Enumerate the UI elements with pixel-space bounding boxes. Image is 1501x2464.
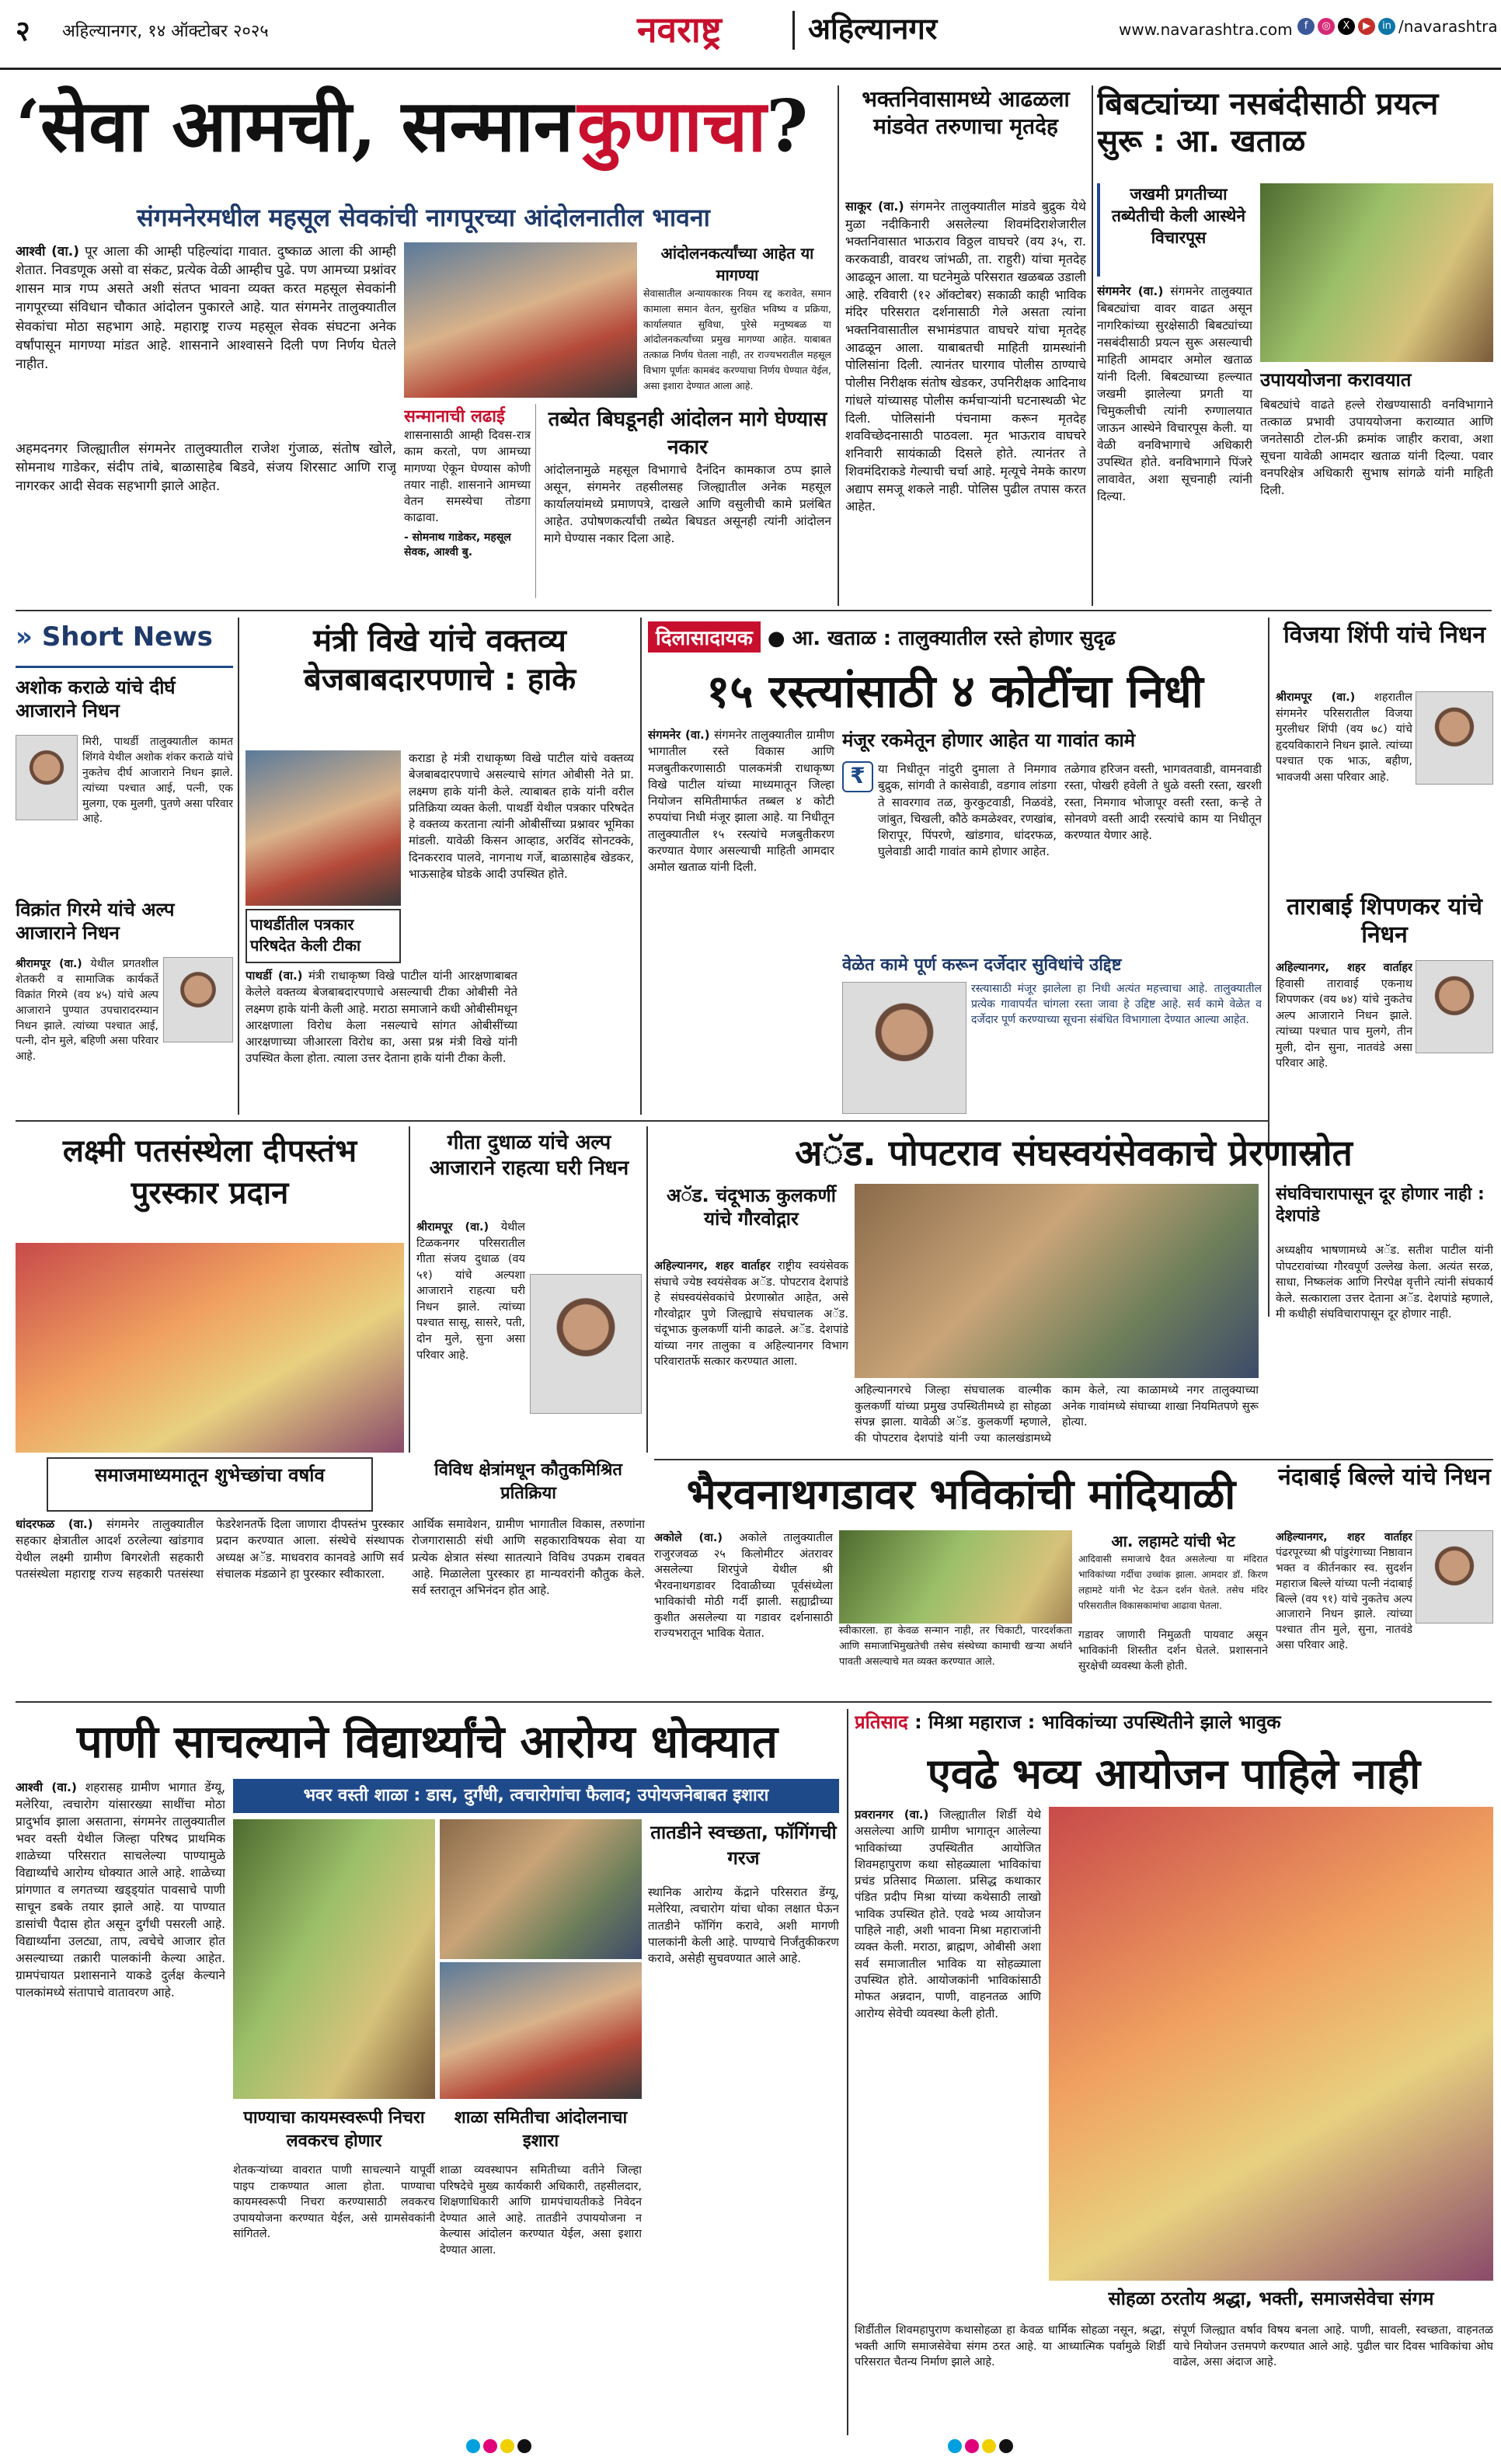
popatrao-text: राष्ट्रीय स्वयंसेवक संघाचे ज्येष्ठ स्वयंसेवक अॅड. पोपटराव देशपांडे हे संघस्वयंसेवकांचे प्रेरणास्रोत आहेत, असे गौरवोद्गार पुणे जिल्ह्याचे संघचालक अॅड. चंदूभाऊ कुलकर्णी यांनी काढले. अॅड. देशपांडे यांच्या नगर तालुका व अहिल्यानगर विभाग परिवारातर्फे सत्कार करण्यात आला. bbox=[654, 1260, 848, 1369]
column-rule bbox=[409, 1126, 410, 1453]
gita-photo bbox=[530, 1274, 642, 1414]
x-icon[interactable]: X bbox=[1338, 18, 1355, 35]
water-body-3: स्थानिक आरोग्य केंद्राने परिसरात डेंग्यू, मलेरिया, त्वचारोग यांचा धोका लक्षात घेऊन तातडीने फॉगिंग करावे, अशी मागणी पालकांनी केली आहे. पाण्याचे निर्जंतुकीकरण करावे, असेही सुचवण्यात आले आहे. bbox=[648, 1885, 839, 1966]
column-rule bbox=[238, 618, 239, 1115]
short-news-item-1-body: मिरी, पाथर्डी तालुक्यातील कामत शिंगवे येथील अशोक शंकर कराळे यांचे नुकतेच दीर्घ आजाराने निधन झाले. त्यांच्या पश्चात आई, पत्नी, एक मुलगा, एक मुलगी, पुतणे असा परिवार आहे. bbox=[82, 736, 233, 826]
registration-mark-cyan-2 bbox=[948, 2439, 962, 2453]
vikhe-body-2: कराडा हे मंत्री राधाकृष्ण विखे पाटील यांचे वक्तव्य बेजबाबदारपणाचे असल्याचे सांगत ओबीसी नेते प्रा. लक्ष्मण हाके यांनी केले. त्याबाबत हाके यांनी वरील प्रतिक्रिया व्यक्त केली. पाथर्डी येथील पत्रकार परिषदेत हे वक्तव्य करताना त्यांनी ओबीसींच्या प्रश्नावर भूमिका मांडली. यावेळी किसन आव्हाड, अरविंद सोनटक्के, दिनकरराव पालवे, नागनाथ गर्जे, बाळासाहेब खेडकर, भाऊसाहेब घोडके आदी उपस्थित होते. bbox=[409, 751, 634, 882]
row-rule bbox=[16, 1701, 1492, 1703]
roads-sub: मंजूर रकमेतून होणार आहेत या गावांत कामे bbox=[842, 729, 1136, 751]
obit-1-text: शहरातील संगमनेर परिसरातील विजया मुरलीधर शिंपी (वय ७८) यांचे हृदयविकाराने निधन झाले. त्यांच्या पश्चात एक भाऊ, बहीण, भावजयी असा परिवार आहे. bbox=[1276, 691, 1412, 784]
popatrao-body bbox=[654, 1258, 848, 1453]
mishra-caption: सोहळा ठरतोय श्रद्धा, भक्ती, समाजसेवेचा संगम bbox=[1108, 2288, 1434, 2309]
leopard-text: संगमनेर तालुक्यात बिबट्यांचा वावर वाढत असून नागरिकांच्या सुरक्षेसाठी बिबट्यांच्या नसबंदीसाठी प्रयत्न सुरू असल्याची माहिती आमदार अमोल खताळ यांनी दिली. बिबट्याच्या हल्ल्यात जखमी झालेल्या प्रगती या चिमुकलीची त्यांनी रुग्णालयात जाऊन आस्थेने विचारपूस केली. या वेळी वनविभागाचे अधिकारी उपस्थित होते. वनविभागाने पिंजरे लावावेत, अशा सूचनाही त्यांनी दिल्या. bbox=[1097, 284, 1252, 503]
social-links bbox=[1297, 17, 1498, 36]
top-center-dateline: साकूर (वा.) bbox=[845, 199, 904, 214]
water-photo-2 bbox=[440, 1819, 642, 1959]
top-center-headline: भक्तनिवासामध्ये आढळला मांडवेत तरुणाचा मृतदेह bbox=[862, 86, 1070, 139]
nandabai-headline: नंदाबाई बिल्ले यांचे निधन bbox=[1278, 1463, 1491, 1491]
nandabai-photo bbox=[1416, 1530, 1493, 1624]
bhairav-extra bbox=[839, 1624, 1072, 1693]
column-rule bbox=[646, 1126, 648, 1453]
water-text: शहरासह ग्रामीण भागात डेंग्यू, मलेरिया, त्वचारोग यांसारख्या साथींचा मोठा प्रादुर्भाव झाला असताना, संगमनेर तालुक्यातील भवर वस्ती येथील जिल्हा परिषद प्राथमिक शाळेच्या परिसरात साचलेल्या पाण्यामुळे विद्यार्थ्यांचे आरोग्य धोक्यात आले आहे. शाळेच्या प्रांगणात व लगतच्या खड्ड्यांत पावसाचे पाणी साचून डबके तयार झाले आहे. bbox=[16, 1780, 225, 1914]
lead-body-2: अहमदनगर जिल्ह्यातील संगमनेर तालुक्यातील राजेश गुंजाळ, संतोष खोले, सोमनाथ गाडेकर, संदीप तांबे, बाळासाहेब बिडवे, संजय शिरसाट आणि राजू नागरकर आदी सेवक सहभागी झाले आहेत. bbox=[16, 441, 396, 495]
short-news-item-2-photo bbox=[163, 957, 233, 1042]
water-sub: तातडीने स्वच्छता, फॉगिंगची गरज bbox=[650, 1822, 837, 1869]
top-center-body bbox=[845, 198, 1086, 602]
obit-2-photo bbox=[1416, 960, 1493, 1053]
lead-sub3: आंदोलनकर्त्यांच्या आहेत या मागण्या bbox=[660, 244, 814, 285]
edition-city: अहिल्यानगर bbox=[808, 12, 938, 46]
water-photo-1 bbox=[233, 1819, 435, 2099]
popatrao-headline: अॅड. पोपटराव संघस्वयंसेवकाचे प्रेरणास्रोत bbox=[795, 1132, 1353, 1174]
registration-mark-magenta-2 bbox=[965, 2439, 979, 2453]
linkedin-icon[interactable]: in bbox=[1378, 18, 1395, 35]
bhairav-dateline: अकोले (वा.) bbox=[654, 1532, 723, 1544]
short-news-item-2-body bbox=[16, 957, 158, 1120]
roads-dateline: संगमनेर (वा.) bbox=[648, 728, 710, 742]
edition-date: अहिल्यानगर, १४ ऑक्टोबर २०२५ bbox=[62, 22, 269, 41]
registration-mark-magenta bbox=[483, 2439, 497, 2453]
mishra-body-3: शिर्डीतील शिवमहापुराण कथासोहळा हा केवळ धार्मिक सोहळा नसून, श्रद्धा, भक्ती आणि समाजसेवेचा संगम ठरत आहे. या आध्यात्मिक पर्वामुळे शिर्डी परिसरात चैतन्य निर्माण झाले आहे. bbox=[855, 2324, 1165, 2369]
lakshmi-body-2: आर्थिक समावेशन, ग्रामीण भागातील विकास, तरुणांना रोजगारासाठी संधी आणि सहकाराविषयक सेवा या प्रत्येक क्षेत्रात संस्था सातत्याने विविध उपक्रम राबवत आहे. मिळालेला पुरस्कार हा मान्यवरांनी कौतुक केले. सर्व स्तरातून अभिनंदन होत आहे. bbox=[412, 1517, 645, 1598]
gita-dateline: श्रीरामपूर (वा.) bbox=[416, 1221, 489, 1234]
nandabai-body bbox=[1276, 1530, 1412, 1693]
short-news-item-2-head: विक्रांत गिरमे यांचे अल्प आजाराने निधन bbox=[16, 899, 175, 944]
bhairav-body-4: आदिवासी समाजाचे दैवत असलेल्या या मंदिरात भाविकांच्या गर्दीचा उच्चांक झाला. आमदार डॉ. किरण लहामटे यांनी भेट देऊन दर्शन घेतले. तसेच मंदिर परिसरातील विकासकामांचा आढावा घेतला. bbox=[1078, 1554, 1268, 1612]
divider bbox=[792, 11, 795, 50]
lead-subhead: संगमनेरमधील महसूल सेवकांची नागपूरच्या आंदोलनातील भावना bbox=[137, 203, 710, 232]
lakshmi-body bbox=[16, 1516, 404, 1695]
nandabai-dateline: अहिल्यानगर, शहर वार्ताहर bbox=[1276, 1531, 1412, 1543]
masthead bbox=[0, 0, 1501, 70]
obit-2-body bbox=[1276, 960, 1412, 1115]
obit-2-dateline: अहिल्यानगर, शहर वार्ताहर bbox=[1276, 962, 1412, 974]
vikhe-text: मंत्री राधाकृष्ण विखे पाटील यांनी आरक्षणाबाबत केलेले वक्तव्य बेजबाबदारपणाचे असल्याची टीका ओबीसी नेते लक्ष्मण हाके यांनी केली आहे. मराठा समाजाने कधी ओबीसीमधून आरक्षणाला विरोध केला नसल्याचे सांगत ओबीसींच्या आरक्षणाच्या जीआरला विरोध का, असा प्रश्न मंत्री विखे यांनी उपस्थित केला होता. त्याला उत्तर देताना हाके यांनी टीका केली. bbox=[246, 969, 517, 1066]
short-news-title bbox=[16, 621, 233, 668]
top-center-text: संगमनेर तालुक्यातील मांडवे बुद्रुक येथे मुळा नदीकिनारी असलेल्या शिवमंदिराशेजारील भक्तनिवासात भाऊराव विठ्ठल वाघचरे (वय ३५, रा. करकवाडी, वावरथ जांभळी, ता. राहुरी) यांचा मृतदेह आढळून आला. या घटनेमुळे परिसरात खळबळ उडाली आहे. रविवारी (१२ ऑक्टोबर) सकाळी काही भाविक मंदिर परिसरात दर्शनासाठी गेले असता त्यांना भक्तनिवासातील सभामंडपात वाघचरे यांचा मृतदेह आढळून आला. याबाबतची माहिती ग्रामस्थांनी पोलिसांना दिली. त्यानंतर घारगाव पोलीस ठाण्याचे पोलीस निरीक्षक संतोष खेडकर, उपनिरीक्षक आदिनाथ गांधले यांच्यासह पोलीस कर्मचाऱ्यांनी घटनास्थळी भेट दिली. पोलिसांनी पंचनामा करून मृतदेह शवविच्छेदनासाठी पाठवला. bbox=[845, 199, 1086, 444]
short-news-title-text: Short News bbox=[41, 621, 213, 653]
water-headline: पाणी साचल्याने विद्यार्थ्यांचे आरोग्य धोक्यात bbox=[76, 1715, 778, 1768]
nandabai-text: पंढरपूरच्या श्री पांडुरंगाच्या निष्ठावान भक्त व कीर्तनकार स्व. सुदर्शन महाराज बिल्ले यांच्या पत्नी नंदाबाई बिल्ले (वय ९१) यांचे नुकतेच अल्प आजाराने निधन झाले. त्यांच्या पश्चात तीन मुले, सुना, नातवंडे असा परिवार आहे. bbox=[1276, 1546, 1412, 1652]
roads-headline: १५ रस्त्यांसाठी ४ कोटींचा निधी bbox=[706, 665, 1203, 718]
leopard-body bbox=[1097, 283, 1252, 601]
roads-sub-2: वेळेत कामे पूर्ण करून दर्जेदार सुविधांचे उद्दिष्ट bbox=[842, 955, 1122, 975]
gita-body bbox=[416, 1220, 525, 1453]
rupee-icon: ₹ bbox=[842, 761, 873, 792]
lead-body bbox=[16, 242, 396, 437]
water-strap: भवर वस्ती शाळा : डास, दुर्गंधी, त्वचारोगांचा फैलाव; उपोयजनेबाबत इशारा bbox=[233, 1779, 839, 1813]
bhairav-body bbox=[654, 1530, 833, 1693]
popatrao-body-3: अध्यक्षीय भाषणामध्ये अॅड. सतीश पाटील यांनी पोपटरावांच्या गौरवपूर्ण उल्लेख केला. अत्यंत सरळ, साधा, निष्कलंक आणि निरपेक्ष वृत्तीने त्यांनी संघकार्य केले. सत्काराला उत्तर देताना अॅड. देशपांडे म्हणाले, मी कधीही संघविचारापासून दूर होणार नाही. bbox=[1276, 1244, 1493, 1321]
mishra-tag: प्रतिसाद bbox=[855, 1711, 908, 1733]
lakshmi-caption: समाजमाध्यमातून शुभेच्छांचा वर्षाव bbox=[47, 1457, 373, 1512]
lead-sub2: तब्येत बिघडूनही आंदोलन मागे घेण्यास नकार bbox=[548, 408, 827, 458]
mla-photo bbox=[842, 982, 966, 1114]
row-rule bbox=[16, 1120, 1268, 1122]
vikhe-sub: पाथर्डीतील पत्रकार परिषदेत केली टीका bbox=[246, 909, 401, 963]
lead-demands bbox=[643, 242, 831, 398]
roads-bullet-icon: ● bbox=[767, 627, 792, 650]
mishra-body-4: संपूर्ण जिल्ह्यात वर्षाव विषय बनला आहे. पाणी, सावली, स्वच्छता, वाहनतळ याचे नियोजन उत्तमपणे करण्यात आले आहे. पुढील चार दिवस भाविकांचा ओघ वाढेल, असा अंदाज आहे. bbox=[1173, 2324, 1493, 2369]
water-body bbox=[16, 1779, 225, 2431]
bhairav-sub: आ. लहामटे यांची भेट bbox=[1111, 1532, 1235, 1550]
obit-2-text: हिवासी तारावाई एकनाथ शिपणकर (वय ७४) यांचे नुकतेच अल्प आजाराने निधन झाले. त्यांच्या पश्चात पाच मुलगे, तीन मुली, दोन सुना, नातवंडे असा परिवार आहे. bbox=[1276, 977, 1412, 1070]
registration-mark-black bbox=[517, 2439, 531, 2453]
mishra-colon: : bbox=[914, 1711, 929, 1733]
popatrao-body-2: अहिल्यानगरचे जिल्हा संघचालक वाल्मीक कुलकर्णी यांच्या प्रमुख उपस्थितीमध्ये हा सोहळा संपन्न झाला. यावेळी अॅड. कुलकर्णी म्हणाले, की पोपटराव देशपांडे यांनी ज्या कालखंडामध्ये काम केले, त्या काळामध्ये नगर तालुक्याच्या अनेक गावांमध्ये संघाच्या शाखा नियमितपणे सुरू होत्या. bbox=[855, 1384, 1259, 1445]
gita-headline: गीता दुधाळ यांचे अल्प आजाराने राहत्या घरी निधन bbox=[429, 1131, 629, 1180]
obit-1-head: विजया शिंपी यांचे निधन bbox=[1283, 621, 1485, 649]
obit-1-photo bbox=[1416, 691, 1493, 785]
bhairav-body-2: स्वीकारला. हा केवळ सन्मान नाही, तर चिकाटी, पारदर्शकता आणि समाजाभिमुखतेची तसेच संस्थेच्या कामाची खऱ्या अर्थाने पावती असल्याचे मत व्यक्त करण्यात आले. bbox=[839, 1625, 1072, 1668]
water-photo-3 bbox=[440, 1962, 642, 2099]
lead-headline-part1: ‘सेवा आमची, सन्मान bbox=[16, 85, 573, 168]
leopard-photo bbox=[1260, 183, 1493, 362]
mishra-body bbox=[855, 1807, 1041, 2320]
short-news-item-1-head: अशोक कराळे यांचे दीर्घ आजाराने निधन bbox=[16, 677, 176, 722]
registration-mark-yellow-2 bbox=[982, 2439, 996, 2453]
lakshmi-dateline: धांदरफळ (वा.) bbox=[16, 1517, 93, 1531]
registration-mark-black-2 bbox=[999, 2439, 1013, 2453]
vikhe-headline: मंत्री विखे यांचे वक्तव्य बेजबाबदारपणाचे : हाके bbox=[303, 623, 576, 698]
vikhe-dateline: पाथर्डी (वा.) bbox=[246, 969, 303, 983]
leopard-kicker: जखमी प्रगतीच्या तब्येतीची केली आस्थेने विचारपूस bbox=[1097, 183, 1252, 277]
mishra-text-2: मराठा, ब्राह्मण, ओबीसी अशा सर्व समाजातील भाविक या सोहळ्याला उपस्थित होते. आयोजकांनी भाविकांसाठी मोफत अन्नदान, पाणी, वाहनतळ आणि आरोग्य सेवेची व्यवस्था केली होती. bbox=[855, 1940, 1041, 2020]
water-cap1: पाण्याचा कायमस्वरूपी निचरा लवकरच होणार bbox=[243, 2108, 425, 2151]
roads-kicker-row bbox=[648, 621, 1262, 656]
mishra-headline: एवढे भव्य आयोजन पाहिले नाही bbox=[927, 1749, 1421, 1798]
mishra-dateline: प्रवरानगर (वा.) bbox=[855, 1808, 929, 1822]
page-number: २ bbox=[16, 16, 30, 47]
row-rule bbox=[654, 1459, 1493, 1460]
lead-dateline: आश्वी (वा.) bbox=[16, 244, 79, 259]
lead-photo-1 bbox=[404, 242, 637, 398]
obit-1-dateline: श्रीरामपूर (वा.) bbox=[1276, 691, 1356, 704]
lead-body-4: सेवासातील अन्यायकारक नियम रद्द करावेत, समान कामाला समान वेतन, सुरक्षित भविष्य व प्रक्रिया, कार्यालयात सुविधा, पुरेसे मनुष्यबळ या आंदोलनकर्त्यांच्या प्रमुख मागण्या आहेत. याबाबत तत्काळ निर्णय घेतला नाही, तर राज्यभरातील महसूल विभाग पूर्णतः कामबंद करण्याचा निर्णय घेण्यात येईल, असा इशारा देण्यात आला आहे. bbox=[643, 287, 831, 392]
lead-quote-by: - सोमनाथ गाडेकर, महसूल सेवक, आश्वी बु. bbox=[404, 531, 511, 559]
vikhe-photo bbox=[246, 750, 401, 906]
bhairav-headline: भैरवनाथगडावर भविकांची मांदियाळी bbox=[686, 1469, 1236, 1519]
registration-mark-cyan bbox=[466, 2439, 480, 2453]
bhairav-body-3: गडावर जाणारी निमुळती पायवाट असून भाविकांनी शिस्तीत दर्शन घेतले. प्रशासनाने सुरक्षेची व्यवस्था केली होती. bbox=[1078, 1629, 1268, 1672]
lead-headline bbox=[16, 85, 831, 202]
lead-kicker: सन्मानाची लढाई bbox=[404, 407, 505, 426]
water-dateline: आश्वी (वा.) bbox=[16, 1780, 77, 1794]
obit-1-body bbox=[1276, 690, 1412, 907]
lead-body-3: आंदोलनामुळे महसूल विभागाचे दैनंदिन कामकाज ठप्प झाले असून, संगमनेर तहसीलसह जिल्ह्यातील अनेक महसूल कार्यालयांमध्ये प्रमाणपत्रे, दाखले आणि वसुलीची कामे प्रलंबित आहेत. उपोषणकर्त्यांची तब्येत बिघडत असूनही त्यांनी आंदोलन मागे घेण्यास नकार दिला आहे. bbox=[544, 463, 831, 545]
instagram-icon[interactable]: ◎ bbox=[1318, 18, 1335, 35]
roads-body-2: या निधीतून नांदुरी दुमाला ते निमगाव बुद्रुक, सांगवी ते कासेवाडी, वडगाव लांडगा ते सावरगाव तळ, कुरकुटवाडी, निळवंडे, जांबुत, चिखली, कौठे कमळेश्वर, रणखांब, शिरापूर, पिंपरणे, खांडगाव, धांदरफळ, घुलेवाडी आदी गावांत कामे होणार आहेत. bbox=[878, 762, 1057, 859]
water-cap2: शाळा समितीचा आंदोलनाचा इशारा bbox=[454, 2108, 628, 2151]
registration-mark-yellow bbox=[500, 2439, 514, 2453]
row-rule bbox=[16, 610, 1492, 611]
roads-body-3: तळेगाव हरिजन वस्ती, भागवतवाडी, वामनवाडी रस्ता, पोखरी हवेली ते धुळे वस्ती रस्ता, खरशी रस्ता, निमगाव भोजापूर वस्ती रस्ता, कऱ्हे ते सोनवणे वस्ती आदी रस्त्यांचे काम या निधीतून करण्यात येणार आहे. bbox=[1064, 762, 1262, 843]
column-rule bbox=[1092, 85, 1093, 606]
lahamte-panel bbox=[1078, 1530, 1268, 1624]
lead-headline-red: कुणाचा bbox=[577, 85, 767, 168]
short-news-item-2-text: येथील प्रगतशील शेतकरी व सामाजिक कार्यकर्ते विक्रांत गिरमे (वय ४५) यांचे अल्प आजाराने पुण्यात उपचारादरम्यान निधन झाले. त्यांच्या पश्चात आई, पत्नी, दोन मुले, बहिणी असा परिवार आहे. bbox=[16, 958, 158, 1063]
roads-kicker: आ. खताळ : तालुक्यातील रस्ते होणार सुदृढ bbox=[792, 627, 1116, 650]
popatrao-dateline: अहिल्यानगर, शहर वार्ताहर bbox=[654, 1260, 771, 1272]
brand-logo: नवराष्ट्र bbox=[637, 9, 722, 50]
lakshmi-headline: लक्ष्मी पतसंस्थेला दीपस्तंभ पुरस्कार प्रदान bbox=[62, 1133, 357, 1211]
leopard-body-2: बिबट्यांचे वाढते हल्ले रोखण्यासाठी वनविभागाने तत्काळ प्रभावी उपाययोजना कराव्यात आणि जनतेसाठी टोल-फ्री क्रमांक जाहीर करावा, अशा सूचना यावेळी आमदार खताळ यांनी दिल्या. पवार वनपरिक्षेत्र अधिकारी सुभाष सांगळे यांनी माहिती दिली. bbox=[1260, 398, 1493, 497]
lead-headline-mark: ? bbox=[766, 85, 809, 168]
leopard-dateline: संगमनेर (वा.) bbox=[1097, 284, 1164, 298]
popatrao-photo bbox=[855, 1184, 1259, 1378]
roads-tag: दिलासादायक bbox=[648, 621, 761, 653]
mishra-kicker-row bbox=[855, 1709, 1493, 1740]
obit-2-head: ताराबाई शिपणकर यांचे निधन bbox=[1287, 893, 1482, 948]
mishra-photo bbox=[1049, 1807, 1493, 2281]
bhairav-text: अकोले तालुक्यातील राजुरजवळ २५ किलोमीटर अंतरावर असलेल्या शिरपुंजे येथील श्री भैरवनाथगडावर दिवाळीच्या पूर्वसंध्येला भाविकांची मोठी गर्दी झाली. सह्याद्रीच्या कुशीत असलेल्या या गडावर दर्शनासाठी राज्यभरातून भाविक येतात. bbox=[654, 1532, 833, 1641]
lead-body-text: पूर आला की आम्ही पहिल्यांदा गावात. दुष्काळ आला की आम्ही शेतात. निवडणूक असो वा संकट, प्रत्येक वेळी आम्हीच पुढे. पण आमच्या प्रश्नांवर शासन मात्र गप्प असते अशी संतप्त भावना व्यक्त करत महसूल सेवकांनी नागपूरच्या संविधान चौकात आंदोलन पुकारले आहे. यात संगमनेर तालुक्यातील सेवकांचा मोठा सहभाग आहे. महाराष्ट्र राज्य महसूल सेवक संघटना अनेक वर्षांपासून मागण्या मांडत आहे. शासनाने आश्वासने दिली पण निर्णय घेतले नाहीत. bbox=[16, 244, 396, 372]
youtube-icon[interactable]: ▶ bbox=[1358, 18, 1375, 35]
facebook-icon[interactable]: f bbox=[1297, 18, 1315, 35]
website-link[interactable]: www.navarashtra.com bbox=[1119, 20, 1293, 39]
lakshmi-photo bbox=[16, 1243, 404, 1453]
social-handle: /navarashtra bbox=[1398, 17, 1498, 36]
leopard-sub: उपाययोजना करावयात bbox=[1260, 369, 1412, 391]
water-cap1-body: शेतकऱ्यांच्या वावरात पाणी साचल्याने यापूर्वी पाइप टाकण्यात आला होता. पाण्याचा कायमस्वरूपी निचरा करण्यासाठी लवकरच उपाययोजना करण्यात येईल, असे ग्रामसेवकांनी सांगितले. bbox=[233, 2164, 435, 2241]
column-rule bbox=[1268, 618, 1269, 1317]
leopard-headline: बिबट्यांच्या नसबंदीसाठी प्रयत्न सुरू : आ. खताळ bbox=[1097, 86, 1439, 159]
lead-quote-box bbox=[404, 404, 536, 598]
gita-text: येथील टिळकनगर परिसरातील गीता संजय दुधाळ (वय ५१) यांचे अल्पशा आजाराने राहत्या घरी निधन झाले. त्यांच्या पश्चात सासू, सासरे, पती, दोन मुले, सुना असा परिवार आहे. bbox=[416, 1221, 525, 1362]
popatrao-sub: अॅड. चंदूभाऊ कुलकर्णी यांचे गौरवोद्गार bbox=[667, 1185, 836, 1230]
short-news-item-2-dateline: श्रीरामपूर (वा.) bbox=[16, 958, 82, 970]
vikhe-body bbox=[246, 968, 517, 1115]
column-rule bbox=[838, 85, 839, 606]
lead-quote: शासनासाठी आम्ही दिवस-रात्र काम करतो, पण आमच्या मागण्या ऐकून घेण्यास कोणी तयार नाही. शासनाने आमच्या वेतन समस्येचा तोडगा काढावा. bbox=[404, 428, 531, 525]
short-news-icon: » bbox=[16, 621, 42, 653]
roads-body bbox=[648, 727, 834, 1077]
column-rule bbox=[640, 618, 642, 1115]
lakshmi-caption-2: विविध क्षेत्रांमधून कौतुकमिश्रित प्रतिक्रिया bbox=[434, 1460, 622, 1503]
water-cap2-body: शाळा व्यवस्थापन समितीच्या वतीने जिल्हा परिषदेचे मुख्य कार्यकारी अधिकारी, तहसीलदार, शिक्षणाधिकारी आणि ग्रामपंचायतीकडे निवेदन देण्यात आले आहे. तातडीने उपाययोजना न केल्यास आंदोलन करण्यात येईल, असा इशारा देण्यात आला. bbox=[440, 2164, 642, 2257]
mishra-text: जिल्ह्यातील शिर्डी येथे असलेल्या आणि ग्रामीण भागातून आलेल्या भाविकांच्या उपस्थितीत आयोजित शिवमहापुराण कथा सोहळ्याला भाविकांचा प्रचंड प्रतिसाद मिळाला. प्रसिद्ध कथाकार पंडित प्रदीप मिश्रा यांच्या कथेसाठी लाखो भाविक उपस्थित होते. एवढे भव्य आयोजन पाहिले नाही, अशी भावना मिश्रा महाराजांनी व्यक्त केली. bbox=[855, 1808, 1041, 1954]
short-news-item-1-photo bbox=[16, 735, 78, 820]
roads-text: संगमनेर तालुक्यातील ग्रामीण भागातील रस्ते विकास आणि मजबुतीकरणासाठी पालकमंत्री राधाकृष्ण विखे पाटील यांच्या माध्यमातून जिल्हा नियोजन समितीमार्फत तब्बल ४ कोटी रुपयांचा निधी मंजूर झाला आहे. या निधीतून तालुक्यातील १५ रस्त्यांचे मजबुतीकरण करण्यात येणार असल्याची माहिती आमदार अमोल खताळ यांनी दिली. bbox=[648, 728, 834, 875]
top-center-text-2: मृत भाऊराव वाघचरे शनिवारी सायंकाळी दिसले होते. त्यानंतर ते शिवमंदिराकडे गेल्याची चर्चा आहे. मृत्यूचे नेमके कारण अद्याप समजू शकले नाही. पोलिस पुढील तपास करत आहेत. bbox=[845, 428, 1086, 514]
roads-body-4: रस्त्यासाठी मंजूर झालेला हा निधी अत्यंत महत्त्वाचा आहे. तालुक्यातील प्रत्येक गावापर्यंत चांगला रस्ता जावा हे उद्दिष्ट आहे. सर्व कामे वेळेत व दर्जेदार पूर्ण करण्याच्या सूचना संबंधित विभागाला देण्यात आल्या आहेत. bbox=[971, 983, 1262, 1026]
water-text-2: या पाण्यात डासांची पैदास होत असून दुर्गंधी पसरली आहे. विद्यार्थ्यांना उलट्या, ताप, त्वचेचे आजार होत असल्याच्या तक्रारी पालकांनी केल्या आहेत. ग्रामपंचायत प्रशासनाने याकडे दुर्लक्ष केल्याने पालकांमध्ये संतापाचे वातावरण आहे. bbox=[16, 1900, 225, 1999]
popatrao-sub-2: संघविचारापासून दूर होणार नाही : देशपांडे bbox=[1276, 1185, 1485, 1226]
lakshmi-text: संगमनेर तालुक्यातील सहकार क्षेत्रातील आदर्श ठरलेल्या खांडगाव येथील लक्ष्मी ग्रामीण बिगरशेती सहकारी पतसंस्थेला महाराष्ट्र राज्य सहकारी पतसंस्था फेडरेशनतर्फे दिला जाणारा दीपस्तंभ पुरस्कार प्रदान करण्यात आला. संस्थेचे संस्थापक अध्यक्ष अॅड. माधवराव कानवडे आणि सर्व संचालक मंडळाने हा पुरस्कार स्वीकारला. bbox=[16, 1517, 404, 1581]
column-rule bbox=[847, 1709, 848, 2435]
mishra-kicker: मिश्रा महाराज : भाविकांच्या उपस्थितीने झाले भावुक bbox=[928, 1711, 1281, 1733]
